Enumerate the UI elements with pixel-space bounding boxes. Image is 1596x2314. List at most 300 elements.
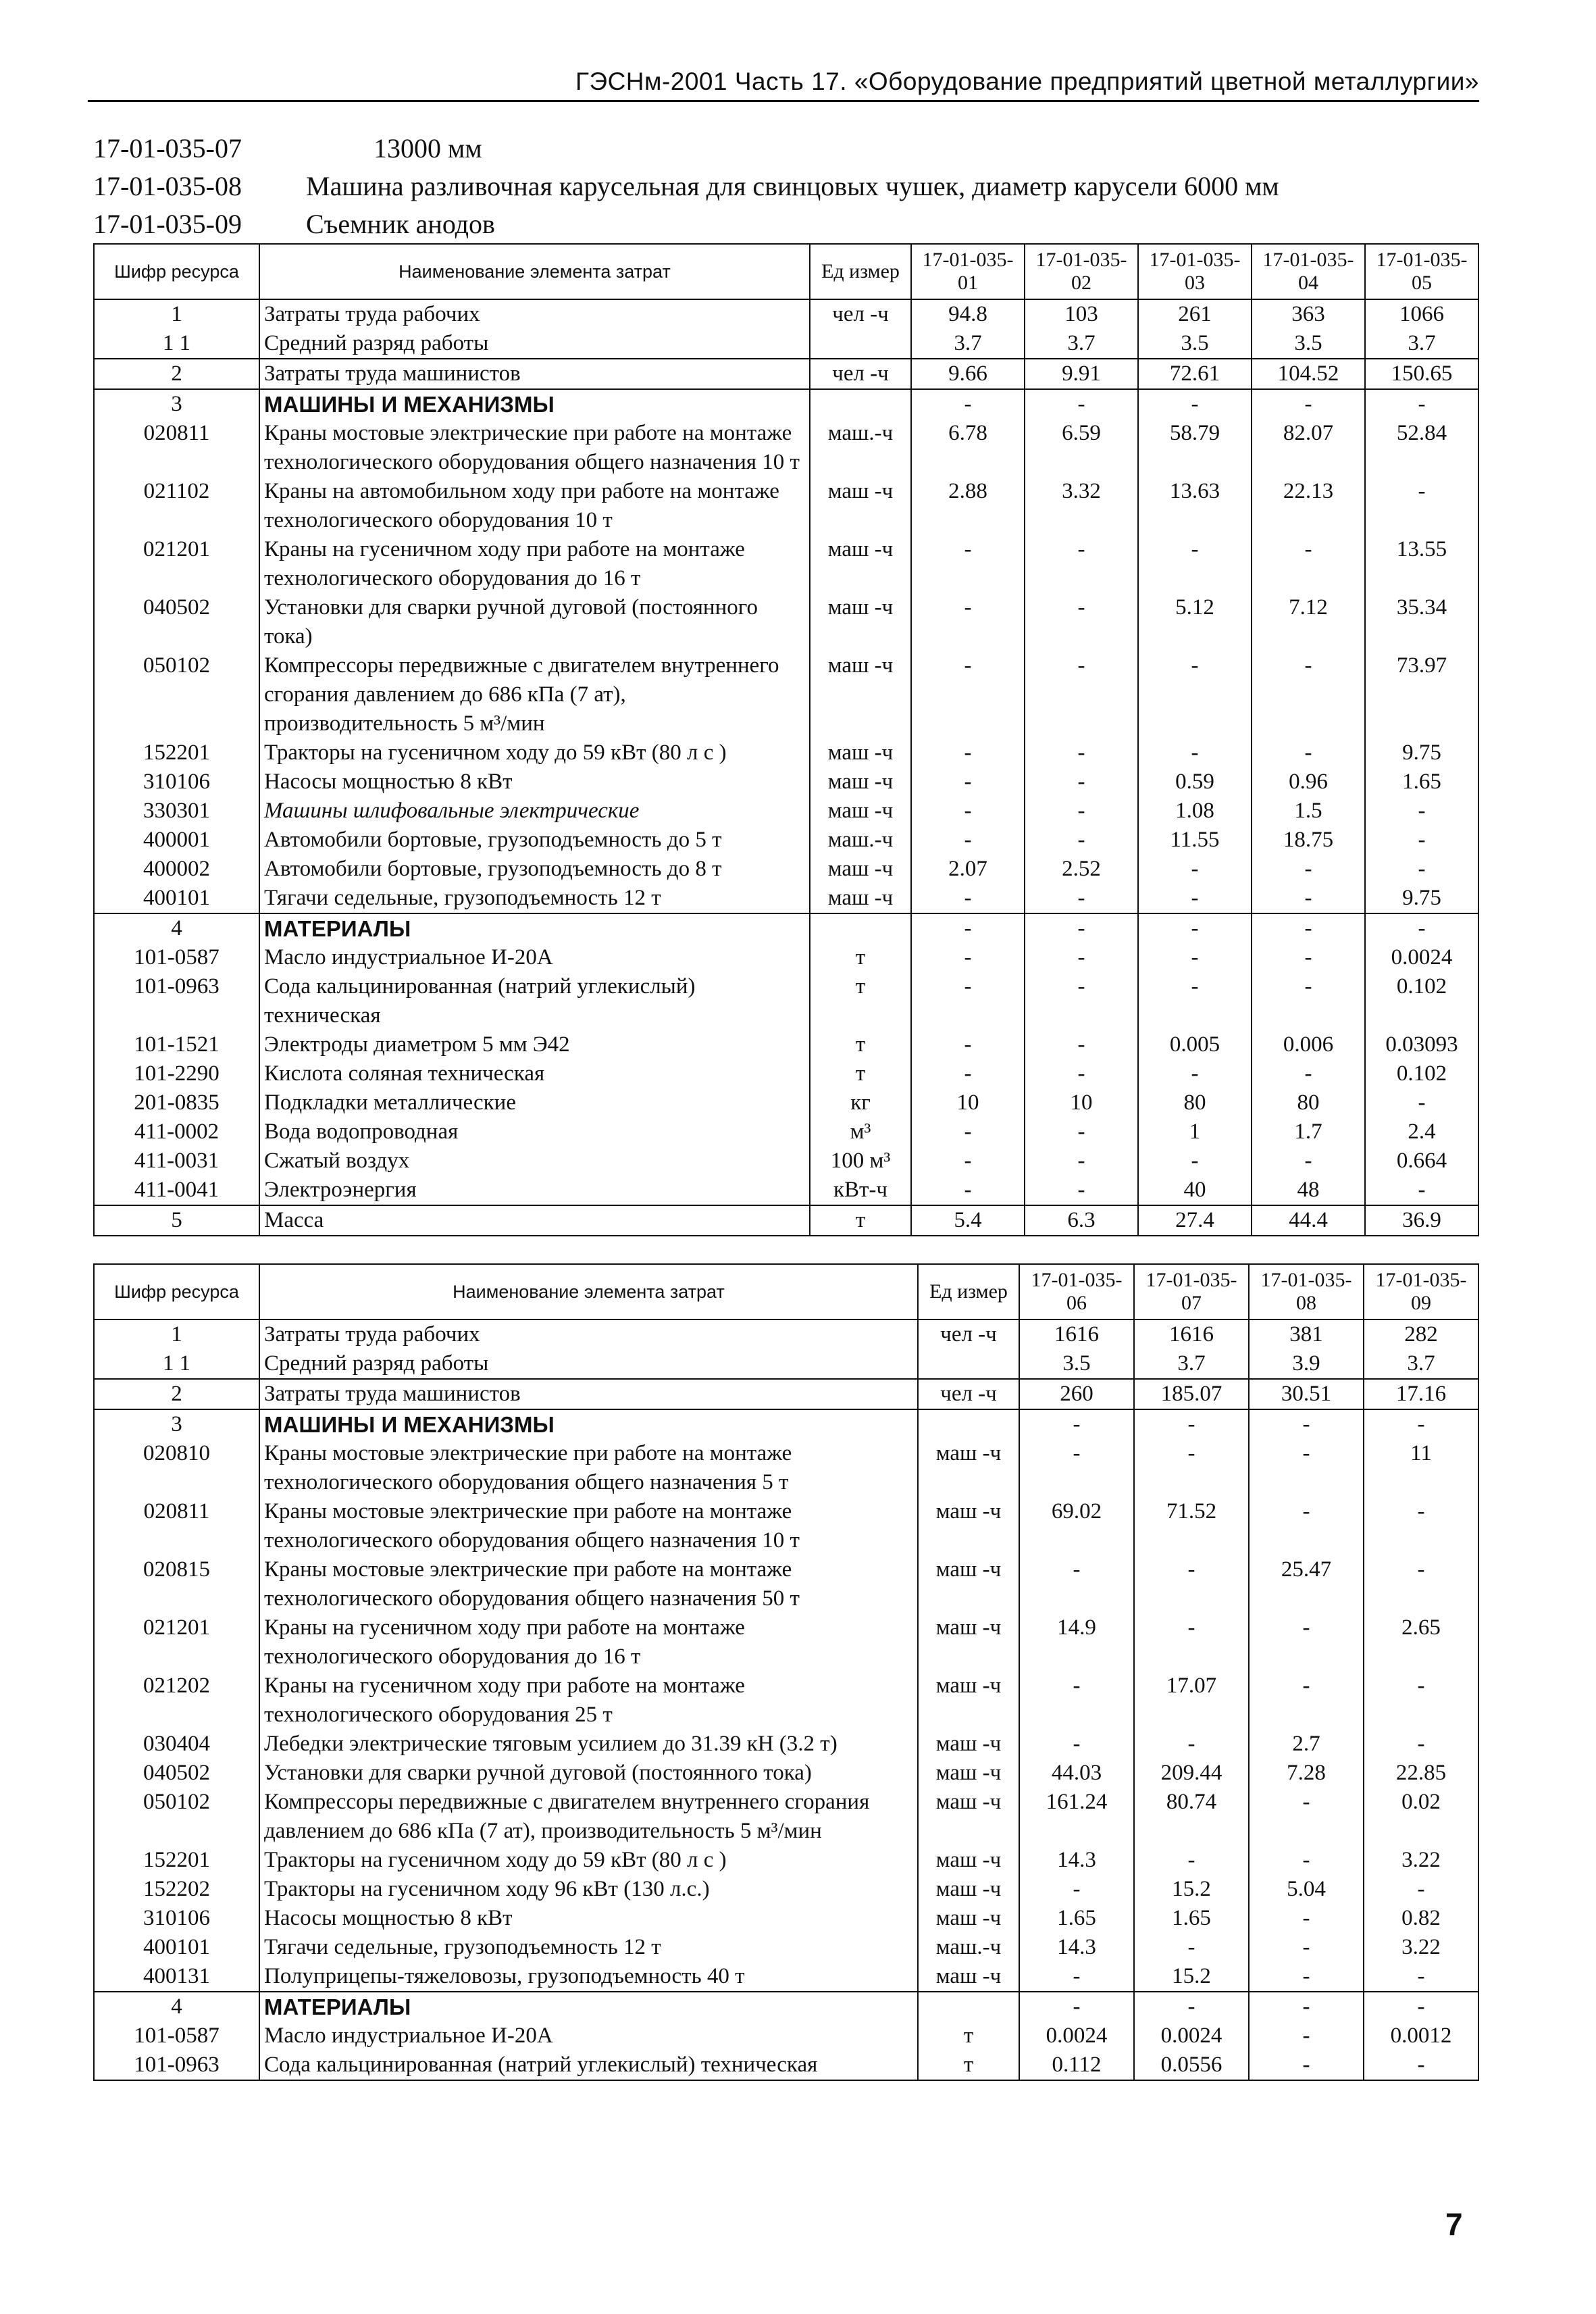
unit-of-measure: маш -ч — [918, 1555, 1019, 1613]
cost-element-name: Тракторы на гусеничном ходу 96 кВт (130 л.с.) — [259, 1875, 918, 1904]
table-row — [94, 1059, 1478, 1088]
unit-of-measure: т — [918, 2051, 1019, 2080]
norm-value: 6.78 — [911, 419, 1025, 477]
norm-value: 363 — [1252, 299, 1365, 329]
resource-code: 5 — [94, 1205, 259, 1236]
norm-value: - — [1019, 1875, 1134, 1904]
intro-text: Съемник анодов — [306, 209, 495, 239]
resource-code: 3 — [94, 389, 259, 419]
norm-value: 10 — [911, 1088, 1025, 1117]
norm-value: 71.52 — [1134, 1497, 1249, 1555]
resource-code: 030404 — [94, 1730, 259, 1759]
table-row — [94, 884, 1478, 913]
cost-element-name: Краны мостовые электрические при работе на монтаже технологического оборудования общего назначения 50 т — [259, 1555, 918, 1613]
cost-element-name: Краны мостовые электрические при работе на монтаже технологического оборудования общего назначения 10 т — [259, 419, 810, 477]
norm-value: - — [1249, 1439, 1364, 1497]
table-row — [94, 943, 1478, 972]
unit-of-measure: маш -ч — [810, 535, 911, 593]
cost-element-name: Автомобили бортовые, грузоподъемность до 8 т — [259, 855, 810, 884]
resource-code: 411-0041 — [94, 1176, 259, 1205]
norm-value: 14.9 — [1019, 1613, 1134, 1671]
table-row — [94, 1992, 1478, 2021]
norm-value: - — [1025, 535, 1138, 593]
norm-value: 18.75 — [1252, 826, 1365, 855]
resource-code: 2 — [94, 1379, 259, 1409]
resource-code: 050102 — [94, 1788, 259, 1846]
cost-element-name: Кислота соляная техническая — [259, 1059, 810, 1088]
intro-item — [93, 205, 1279, 243]
norm-value: - — [1364, 1671, 1478, 1730]
norm-value: 3.32 — [1025, 477, 1138, 535]
norm-value: 9.66 — [911, 359, 1025, 389]
cost-element-name: Затраты труда рабочих — [259, 299, 810, 329]
norm-value: - — [1134, 1409, 1249, 1439]
norm-value: 30.51 — [1249, 1379, 1364, 1409]
cost-element-name: Компрессоры передвижные с двигателем внутреннего сгорания давлением до 686 кПа (7 ат), производительность 5 м³/мин — [259, 651, 810, 738]
table-row — [94, 1846, 1478, 1875]
cost-element-name: Электроэнергия — [259, 1176, 810, 1205]
unit-of-measure: маш -ч — [918, 1613, 1019, 1671]
norm-value: - — [1025, 1117, 1138, 1147]
norm-value: - — [1019, 1439, 1134, 1497]
resource-code: 101-0963 — [94, 972, 259, 1030]
cost-element-name: Автомобили бортовые, грузоподъемность до 5 т — [259, 826, 810, 855]
norm-value: 25.47 — [1249, 1555, 1364, 1613]
unit-of-measure: чел -ч — [810, 359, 911, 389]
norm-value: 2.4 — [1365, 1117, 1478, 1147]
norm-value: 1616 — [1019, 1319, 1134, 1349]
norm-value: - — [1138, 884, 1252, 913]
cost-element-name: Затраты труда рабочих — [259, 1319, 918, 1349]
unit-of-measure: маш -ч — [918, 1497, 1019, 1555]
table-row — [94, 1671, 1478, 1730]
norm-value: - — [1025, 884, 1138, 913]
norm-value: - — [1364, 1497, 1478, 1555]
unit-of-measure: т — [810, 1030, 911, 1059]
unit-of-measure: м³ — [810, 1117, 911, 1147]
table-row — [94, 389, 1478, 419]
norm-value: - — [1019, 1409, 1134, 1439]
table-row — [94, 359, 1478, 389]
norm-value: 0.0024 — [1134, 2021, 1249, 2051]
cost-element-name: Краны мостовые электрические при работе на монтаже технологического оборудования общего назначения 5 т — [259, 1439, 918, 1497]
resource-table-1 — [93, 243, 1479, 1236]
resource-code: 400001 — [94, 826, 259, 855]
resource-code: 4 — [94, 913, 259, 943]
norm-value: 0.102 — [1365, 1059, 1478, 1088]
resource-code: 400002 — [94, 855, 259, 884]
norm-value: 36.9 — [1365, 1205, 1478, 1236]
resource-code: 330301 — [94, 797, 259, 826]
norm-value: - — [1249, 1846, 1364, 1875]
norm-value: - — [1025, 943, 1138, 972]
unit-of-measure: т — [810, 972, 911, 1030]
norm-value: - — [1025, 913, 1138, 943]
table-row — [94, 1030, 1478, 1059]
cost-element-name: Тракторы на гусеничном ходу до 59 кВт (80 л с ) — [259, 738, 810, 768]
intro-code: 17-01-035-09 — [93, 209, 242, 239]
intro-text: 13000 мм — [374, 133, 482, 164]
norm-value: 0.0012 — [1364, 2021, 1478, 2051]
table-row — [94, 419, 1478, 477]
resource-code: 020811 — [94, 1497, 259, 1555]
table-row — [94, 299, 1478, 329]
norm-value: 6.3 — [1025, 1205, 1138, 1236]
table-row — [94, 972, 1478, 1030]
norm-value: - — [911, 1059, 1025, 1088]
table-row — [94, 1962, 1478, 1992]
norm-value: 80.74 — [1134, 1788, 1249, 1846]
table-row — [94, 1555, 1478, 1613]
norm-value: 0.59 — [1138, 768, 1252, 797]
resource-code: 021202 — [94, 1671, 259, 1730]
norm-value: 82.07 — [1252, 419, 1365, 477]
resource-code: 411-0002 — [94, 1117, 259, 1147]
norm-value: - — [911, 913, 1025, 943]
norm-value: - — [1025, 1147, 1138, 1176]
norm-value: 0.03093 — [1365, 1030, 1478, 1059]
intro-item — [93, 168, 1279, 205]
norm-value: - — [1134, 1613, 1249, 1671]
resource-code: 101-0587 — [94, 2021, 259, 2051]
unit-of-measure: маш -ч — [918, 1759, 1019, 1788]
norm-value: 2.65 — [1364, 1613, 1478, 1671]
table-row — [94, 1205, 1478, 1236]
unit-of-measure: т — [810, 1059, 911, 1088]
table-row — [94, 593, 1478, 651]
norm-value: 3.9 — [1249, 1349, 1364, 1379]
cost-element-name: МАТЕРИАЛЫ — [259, 913, 810, 943]
cost-element-name: Компрессоры передвижные с двигателем внутреннего сгорания давлением до 686 кПа (7 ат), производительность 5 м³/мин — [259, 1788, 918, 1846]
norm-value: 3.5 — [1252, 329, 1365, 359]
norm-value: - — [1019, 1962, 1134, 1992]
resource-code: 021201 — [94, 1613, 259, 1671]
norm-value: - — [1364, 1962, 1478, 1992]
norm-value: - — [1025, 1030, 1138, 1059]
table-row — [94, 913, 1478, 943]
resource-code: 4 — [94, 1992, 259, 2021]
table-row — [94, 1088, 1478, 1117]
norm-value: - — [911, 1030, 1025, 1059]
unit-of-measure: маш -ч — [810, 593, 911, 651]
table-row — [94, 535, 1478, 593]
norm-value: - — [1025, 972, 1138, 1030]
norm-value: 14.3 — [1019, 1933, 1134, 1962]
norm-value: 3.7 — [1364, 1349, 1478, 1379]
norm-value: - — [911, 826, 1025, 855]
norm-value: - — [1252, 913, 1365, 943]
norm-value: - — [1252, 943, 1365, 972]
norm-value: 2.52 — [1025, 855, 1138, 884]
norm-value: 94.8 — [911, 299, 1025, 329]
norm-value: 40 — [1138, 1176, 1252, 1205]
header-code: Шифр ресурса — [94, 244, 259, 299]
norm-value: - — [1364, 1555, 1478, 1613]
norm-value: - — [1252, 651, 1365, 738]
table-row — [94, 329, 1478, 359]
cost-element-name: Краны на автомобильном ходу при работе на монтаже технологического оборудования 10 т — [259, 477, 810, 535]
header-col: 17-01-035-01 — [911, 244, 1025, 299]
intro-list — [93, 130, 1279, 243]
norm-value: 80 — [1252, 1088, 1365, 1117]
norm-value: - — [1252, 389, 1365, 419]
header-name: Наименование элемента затрат — [259, 244, 810, 299]
unit-of-measure: маш -ч — [918, 1788, 1019, 1846]
norm-value: - — [911, 738, 1025, 768]
norm-value: 150.65 — [1365, 359, 1478, 389]
norm-value: 6.59 — [1025, 419, 1138, 477]
norm-value: 209.44 — [1134, 1759, 1249, 1788]
cost-element-name: Средний разряд работы — [259, 1349, 918, 1379]
unit-of-measure: маш -ч — [918, 1904, 1019, 1933]
norm-value: 5.4 — [911, 1205, 1025, 1236]
cost-element-name: Электроды диаметром 5 мм Э42 — [259, 1030, 810, 1059]
unit-of-measure: кг — [810, 1088, 911, 1117]
norm-value: - — [1364, 1730, 1478, 1759]
norm-value: 17.16 — [1364, 1379, 1478, 1409]
norm-value: 17.07 — [1134, 1671, 1249, 1730]
norm-value: - — [1138, 943, 1252, 972]
norm-value: - — [911, 768, 1025, 797]
norm-value: 261 — [1138, 299, 1252, 329]
norm-value: 1.65 — [1365, 768, 1478, 797]
header-unit: Ед измер — [918, 1264, 1019, 1319]
cost-element-name: Сжатый воздух — [259, 1147, 810, 1176]
norm-value: 7.28 — [1249, 1759, 1364, 1788]
cost-element-name: Масло индустриальное И-20А — [259, 2021, 918, 2051]
resource-code: 1 1 — [94, 329, 259, 359]
cost-element-name: Краны мостовые электрические при работе на монтаже технологического оборудования общего назначения 10 т — [259, 1497, 918, 1555]
resource-code: 310106 — [94, 768, 259, 797]
unit-of-measure: маш -ч — [918, 1439, 1019, 1497]
cost-element-name: Полуприцепы-тяжеловозы, грузоподъемность 40 т — [259, 1962, 918, 1992]
norm-value: - — [1025, 768, 1138, 797]
norm-value: - — [1365, 797, 1478, 826]
norm-value: - — [1365, 913, 1478, 943]
norm-value: - — [1252, 738, 1365, 768]
norm-value: - — [1138, 651, 1252, 738]
norm-value: - — [911, 1147, 1025, 1176]
norm-value: 0.02 — [1364, 1788, 1478, 1846]
norm-value: 0.82 — [1364, 1904, 1478, 1933]
norm-value: - — [1134, 1846, 1249, 1875]
norm-value: 2.7 — [1249, 1730, 1364, 1759]
resource-code: 201-0835 — [94, 1088, 259, 1117]
norm-value: - — [1365, 855, 1478, 884]
norm-value: - — [1134, 1933, 1249, 1962]
cost-element-name: МАШИНЫ И МЕХАНИЗМЫ — [259, 1409, 918, 1439]
unit-of-measure: маш -ч — [918, 1671, 1019, 1730]
header-col: 17-01-035-08 — [1249, 1264, 1364, 1319]
unit-of-measure: маш.-ч — [918, 1933, 1019, 1962]
norm-value: - — [1249, 2051, 1364, 2080]
norm-value: 3.7 — [911, 329, 1025, 359]
norm-value: - — [1249, 2021, 1364, 2051]
cost-element-name: МАТЕРИАЛЫ — [259, 1992, 918, 2021]
norm-value: 58.79 — [1138, 419, 1252, 477]
resource-code: 021102 — [94, 477, 259, 535]
norm-value: 72.61 — [1138, 359, 1252, 389]
resource-code: 400131 — [94, 1962, 259, 1992]
norm-value: - — [1252, 972, 1365, 1030]
unit-of-measure — [918, 1349, 1019, 1379]
norm-value: - — [911, 389, 1025, 419]
table-row — [94, 1176, 1478, 1205]
norm-value: 9.75 — [1365, 738, 1478, 768]
norm-value: - — [911, 797, 1025, 826]
norm-value: 13.63 — [1138, 477, 1252, 535]
header-name: Наименование элемента затрат — [259, 1264, 918, 1319]
table-row — [94, 1147, 1478, 1176]
resource-code: 152201 — [94, 1846, 259, 1875]
norm-value: 22.85 — [1364, 1759, 1478, 1788]
resource-table-2 — [93, 1263, 1479, 2081]
norm-value: 44.03 — [1019, 1759, 1134, 1788]
unit-of-measure: маш -ч — [918, 1730, 1019, 1759]
table-row — [94, 797, 1478, 826]
resource-code: 1 1 — [94, 1349, 259, 1379]
norm-value: 22.13 — [1252, 477, 1365, 535]
cost-element-name: Тягачи седельные, грузоподъемность 12 т — [259, 1933, 918, 1962]
norm-value: - — [911, 535, 1025, 593]
cost-element-name: Затраты труда машинистов — [259, 1379, 918, 1409]
unit-of-measure — [918, 1992, 1019, 2021]
header-code: Шифр ресурса — [94, 1264, 259, 1319]
norm-value: - — [1025, 797, 1138, 826]
norm-value: 2.07 — [911, 855, 1025, 884]
norm-value: 2.88 — [911, 477, 1025, 535]
unit-of-measure: маш -ч — [810, 855, 911, 884]
norm-value: - — [1365, 1088, 1478, 1117]
norm-value: 0.664 — [1365, 1147, 1478, 1176]
header-unit: Ед измер — [810, 244, 911, 299]
norm-value: 9.91 — [1025, 359, 1138, 389]
cost-element-name: Тракторы на гусеничном ходу до 59 кВт (80 л с ) — [259, 1846, 918, 1875]
norm-value: - — [1249, 1788, 1364, 1846]
intro-code: 17-01-035-08 — [93, 171, 242, 201]
header-col: 17-01-035-09 — [1364, 1264, 1478, 1319]
norm-value: - — [1252, 855, 1365, 884]
norm-value: - — [1365, 826, 1478, 855]
norm-value: 27.4 — [1138, 1205, 1252, 1236]
unit-of-measure: чел -ч — [918, 1319, 1019, 1349]
resource-code: 400101 — [94, 884, 259, 913]
unit-of-measure: маш -ч — [810, 797, 911, 826]
resource-code: 3 — [94, 1409, 259, 1439]
resource-code: 101-2290 — [94, 1059, 259, 1088]
unit-of-measure: т — [918, 2021, 1019, 2051]
page-number: 7 — [1445, 2207, 1463, 2242]
norm-value: 13.55 — [1365, 535, 1478, 593]
norm-value: 1066 — [1365, 299, 1478, 329]
norm-value: - — [1025, 738, 1138, 768]
norm-value: 1616 — [1134, 1319, 1249, 1349]
norm-value: - — [1134, 1730, 1249, 1759]
norm-value: 185.07 — [1134, 1379, 1249, 1409]
norm-value: - — [1364, 2051, 1478, 2080]
resource-code: 400101 — [94, 1933, 259, 1962]
norm-value: - — [1025, 389, 1138, 419]
header-col: 17-01-035-03 — [1138, 244, 1252, 299]
cost-element-name: Сода кальцинированная (натрий углекислый) техническая — [259, 2051, 918, 2080]
norm-value: 1 — [1138, 1117, 1252, 1147]
norm-value: - — [1025, 826, 1138, 855]
table-row — [94, 2021, 1478, 2051]
resource-code: 310106 — [94, 1904, 259, 1933]
resource-code: 101-0587 — [94, 943, 259, 972]
norm-value: 3.5 — [1138, 329, 1252, 359]
norm-value: - — [1364, 1992, 1478, 2021]
resource-code: 101-0963 — [94, 2051, 259, 2080]
norm-value: 0.006 — [1252, 1030, 1365, 1059]
norm-value: 0.0024 — [1019, 2021, 1134, 2051]
cost-element-name: Краны на гусеничном ходу при работе на монтаже технологического оборудования до 16 т — [259, 535, 810, 593]
norm-value: 0.112 — [1019, 2051, 1134, 2080]
cost-element-name: Тягачи седельные, грузоподъемность 12 т — [259, 884, 810, 913]
resource-code: 040502 — [94, 1759, 259, 1788]
norm-value: - — [1025, 651, 1138, 738]
resource-code: 021201 — [94, 535, 259, 593]
header-col: 17-01-035-04 — [1252, 244, 1365, 299]
norm-value: 10 — [1025, 1088, 1138, 1117]
unit-of-measure: 100 м³ — [810, 1147, 911, 1176]
intro-code: 17-01-035-07 — [93, 133, 242, 164]
norm-value: - — [1249, 1497, 1364, 1555]
cost-element-name: Подкладки металлические — [259, 1088, 810, 1117]
norm-value: 1.65 — [1134, 1904, 1249, 1933]
resource-code: 020810 — [94, 1439, 259, 1497]
resource-code: 050102 — [94, 651, 259, 738]
norm-value: - — [1138, 738, 1252, 768]
norm-value: 7.12 — [1252, 593, 1365, 651]
unit-of-measure: маш -ч — [810, 477, 911, 535]
norm-value: 1.5 — [1252, 797, 1365, 826]
table-row — [94, 768, 1478, 797]
norm-value: - — [1138, 972, 1252, 1030]
norm-value: 80 — [1138, 1088, 1252, 1117]
norm-value: - — [1252, 1147, 1365, 1176]
cost-element-name: Затраты труда машинистов — [259, 359, 810, 389]
norm-value: 282 — [1364, 1319, 1478, 1349]
norm-value: - — [1138, 1147, 1252, 1176]
norm-value: 161.24 — [1019, 1788, 1134, 1846]
norm-value: 11 — [1364, 1439, 1478, 1497]
cost-element-name: МАШИНЫ И МЕХАНИЗМЫ — [259, 389, 810, 419]
cost-element-name: Вода водопроводная — [259, 1117, 810, 1147]
unit-of-measure: чел -ч — [918, 1379, 1019, 1409]
norm-value: - — [1019, 1671, 1134, 1730]
norm-value: 9.75 — [1365, 884, 1478, 913]
table-row — [94, 826, 1478, 855]
table-row — [94, 2051, 1478, 2080]
norm-value: - — [1134, 1992, 1249, 2021]
unit-of-measure: т — [810, 1205, 911, 1236]
table-row — [94, 1730, 1478, 1759]
norm-value: 1.08 — [1138, 797, 1252, 826]
unit-of-measure: т — [810, 943, 911, 972]
cost-element-name: Установки для сварки ручной дуговой (постоянного тока) — [259, 593, 810, 651]
norm-value: 0.96 — [1252, 768, 1365, 797]
norm-value: 3.22 — [1364, 1846, 1478, 1875]
norm-value: 44.4 — [1252, 1205, 1365, 1236]
norm-value: - — [1249, 1671, 1364, 1730]
norm-value: 73.97 — [1365, 651, 1478, 738]
norm-value: 0.0556 — [1134, 2051, 1249, 2080]
table-row — [94, 651, 1478, 738]
norm-value: - — [1249, 1962, 1364, 1992]
resource-code: 020815 — [94, 1555, 259, 1613]
unit-of-measure: маш -ч — [918, 1846, 1019, 1875]
